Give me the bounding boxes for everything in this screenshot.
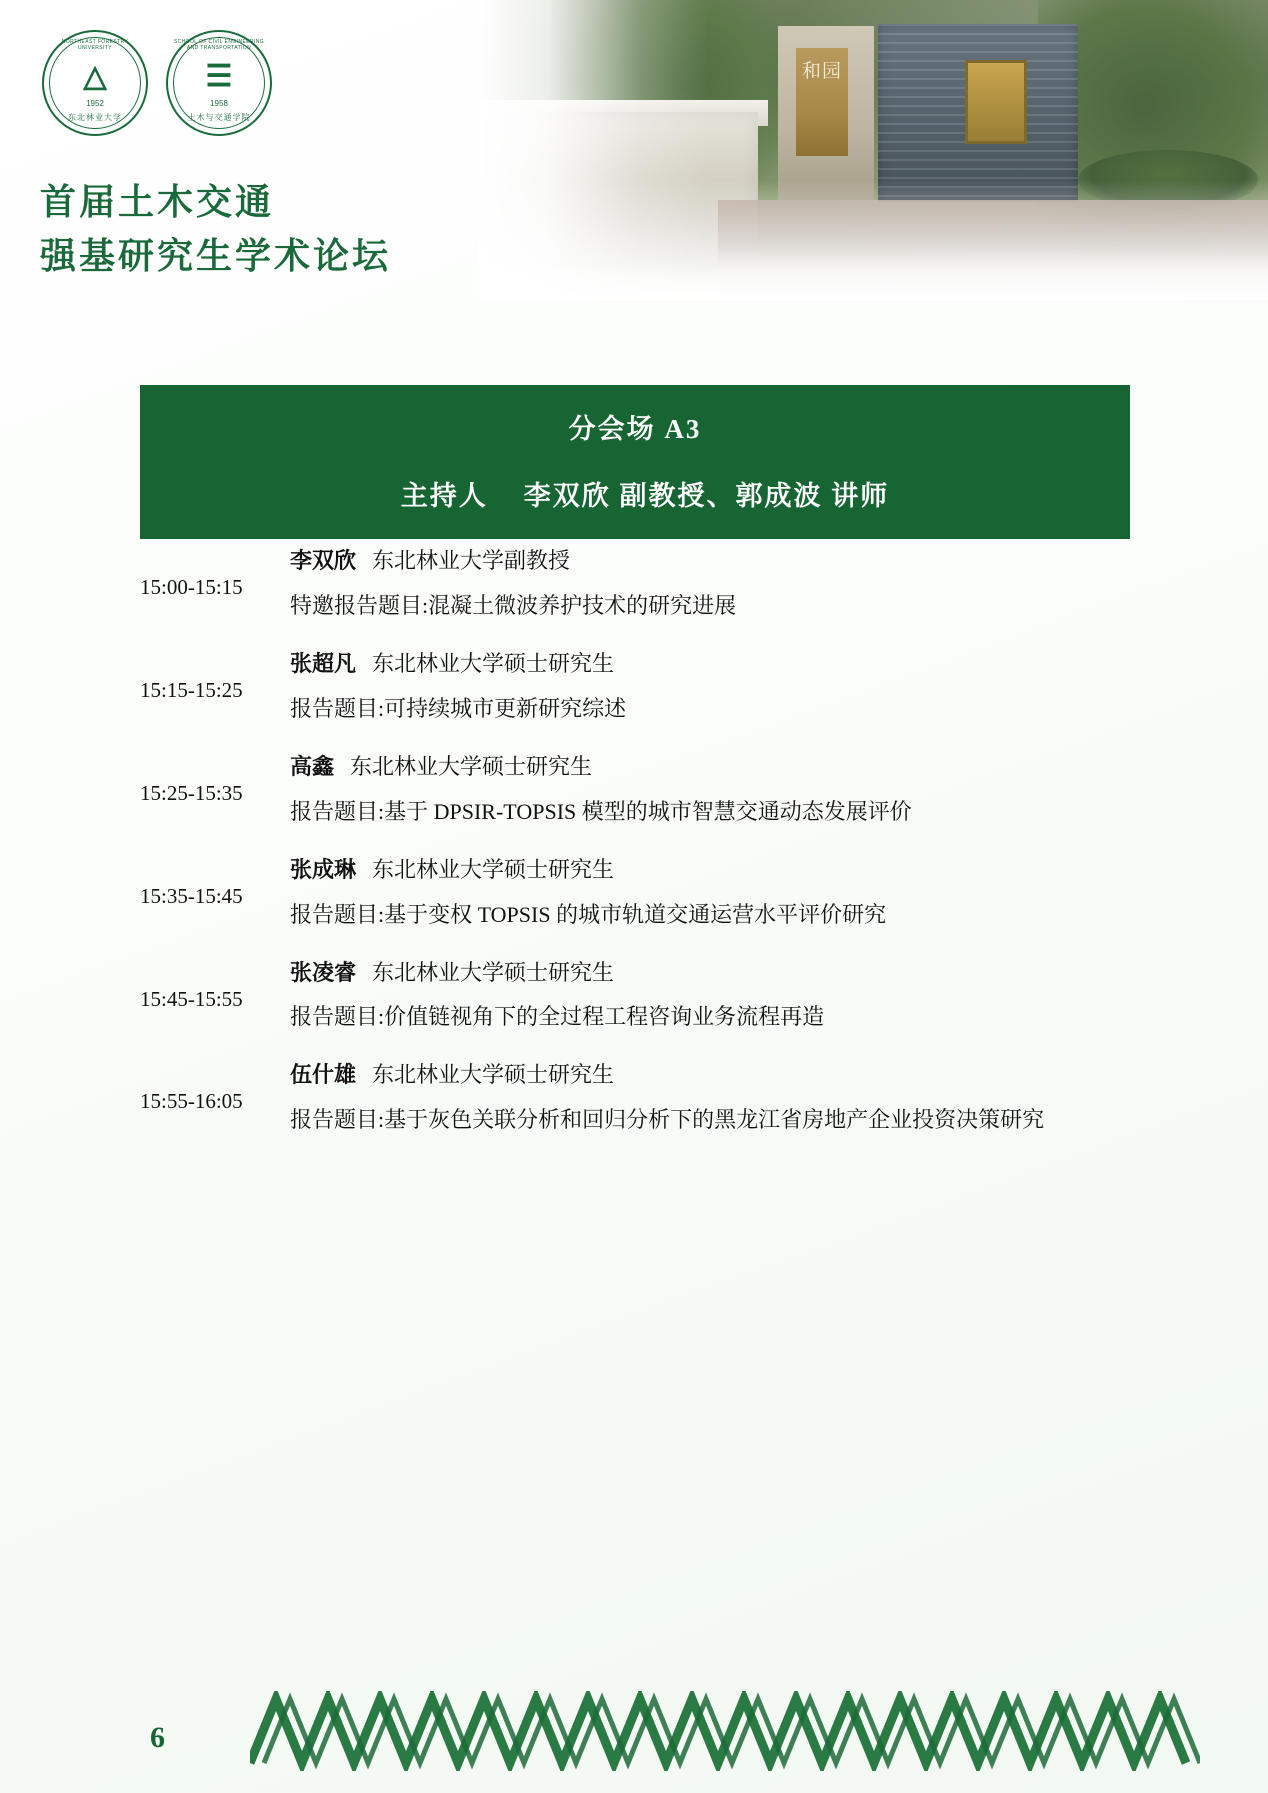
forum-title-line-2: 强基研究生学术论坛 — [40, 236, 392, 276]
speaker-line — [290, 1059, 1140, 1091]
speaker-line — [290, 854, 1140, 886]
photo-gold-emblem — [965, 60, 1027, 144]
schedule-time: 15:15-15:25 — [140, 677, 243, 702]
schedule-time: 15:25-15:35 — [140, 780, 243, 805]
talk-title: 报告题目:基于灰色关联分析和回归分析下的黑龙江省房地产企业投资决策研究 — [290, 1107, 1045, 1133]
speaker-affiliation: 东北林业大学硕士研究生 — [372, 1062, 615, 1088]
speaker-line — [290, 957, 1140, 989]
photo-fade-overlay — [478, 0, 708, 300]
schedule-entry — [290, 751, 1140, 828]
speaker-affiliation: 东北林业大学硕士研究生 — [372, 856, 615, 882]
photo-hedge — [1078, 150, 1258, 210]
speaker-name: 高鑫 — [290, 753, 335, 779]
talk-title: 报告题目:基于 DPSIR-TOPSIS 模型的城市智慧交通动态发展评价 — [290, 798, 912, 824]
schedule-entry — [290, 545, 1140, 622]
school-of-civil-engineering-and-transportation-seal-icon — [166, 30, 272, 136]
seal-year: 1952 — [86, 99, 104, 108]
schedule-time: 15:00-15:15 — [140, 575, 243, 599]
schedule-entry — [290, 854, 1140, 931]
speaker-name: 张成琳 — [290, 856, 357, 882]
seal-ring-text: NORTHEAST FORESTRY UNIVERSITY — [61, 39, 129, 51]
speaker-affiliation: 东北林业大学硕士研究生 — [372, 650, 615, 676]
speaker-name: 张凌睿 — [290, 959, 357, 985]
seal-bridge-icon: ☰ — [205, 59, 233, 93]
talk-title: 报告题目:基于变权 TOPSIS 的城市轨道交通运营水平评价研究 — [290, 901, 887, 927]
schedule-row — [140, 751, 1140, 828]
speaker-affiliation: 东北林业大学硕士研究生 — [372, 959, 615, 985]
speaker-name: 伍什雄 — [290, 1062, 357, 1088]
seal-emblem-icon: △ — [83, 59, 107, 93]
speaker-name: 李双欣 — [290, 548, 357, 573]
speaker-line — [290, 545, 1140, 577]
forum-title — [40, 175, 391, 283]
seal-chinese-name: 土木与交通学院 — [187, 113, 251, 122]
schedule-time: 15:45-15:55 — [140, 986, 243, 1011]
session-title: 分会场 A3 — [568, 414, 702, 444]
schedule-entry — [290, 1059, 1140, 1136]
northeast-forestry-university-seal-icon — [42, 30, 148, 136]
host-names: 李双欣 副教授、郭成波 讲师 — [523, 481, 890, 511]
speaker-line — [290, 648, 1140, 680]
page-number: 6 — [150, 1721, 165, 1754]
schedule-row — [140, 854, 1140, 931]
talk-title: 报告题目:可持续城市更新研究综述 — [290, 695, 627, 721]
photo-walkway — [718, 200, 1268, 300]
schedule-time: 15:35-15:45 — [140, 883, 243, 908]
host-label: 主持人 — [400, 481, 488, 511]
speaker-name: 张超凡 — [290, 650, 357, 676]
schedule-row — [140, 545, 1140, 622]
seal-year: 1958 — [210, 99, 228, 108]
seal-ring-text: SCHOOL OF CIVIL ENGINEERING AND TRANSPORTATION — [173, 39, 265, 51]
page-header — [0, 0, 1268, 330]
speaker-line — [290, 751, 1140, 783]
speaker-affiliation: 东北林业大学硕士研究生 — [350, 753, 593, 779]
schedule-entry — [290, 648, 1140, 725]
schedule-row — [140, 648, 1140, 725]
talk-title: 特邀报告题目:混凝土微波养护技术的研究进展 — [290, 592, 737, 618]
campus-photo — [478, 0, 1268, 300]
schedule-time: 15:55-16:05 — [140, 1089, 243, 1114]
logo-group — [42, 30, 272, 136]
footer-zigzag-decoration — [250, 1691, 1200, 1771]
forum-title-line-1: 首届土木交通 — [40, 182, 275, 222]
photo-plaque-text: 和园 — [796, 48, 848, 156]
schedule-entry — [290, 957, 1140, 1034]
schedule-list — [140, 545, 1140, 1162]
schedule-row — [140, 957, 1140, 1034]
session-host-line — [140, 474, 1130, 513]
seal-chinese-name: 东北林业大学 — [68, 113, 122, 122]
speaker-affiliation: 东北林业大学副教授 — [372, 548, 571, 573]
session-banner — [140, 385, 1130, 539]
talk-title: 报告题目:价值链视角下的全过程工程咨询业务流程再造 — [290, 1004, 825, 1030]
schedule-row — [140, 1059, 1140, 1136]
